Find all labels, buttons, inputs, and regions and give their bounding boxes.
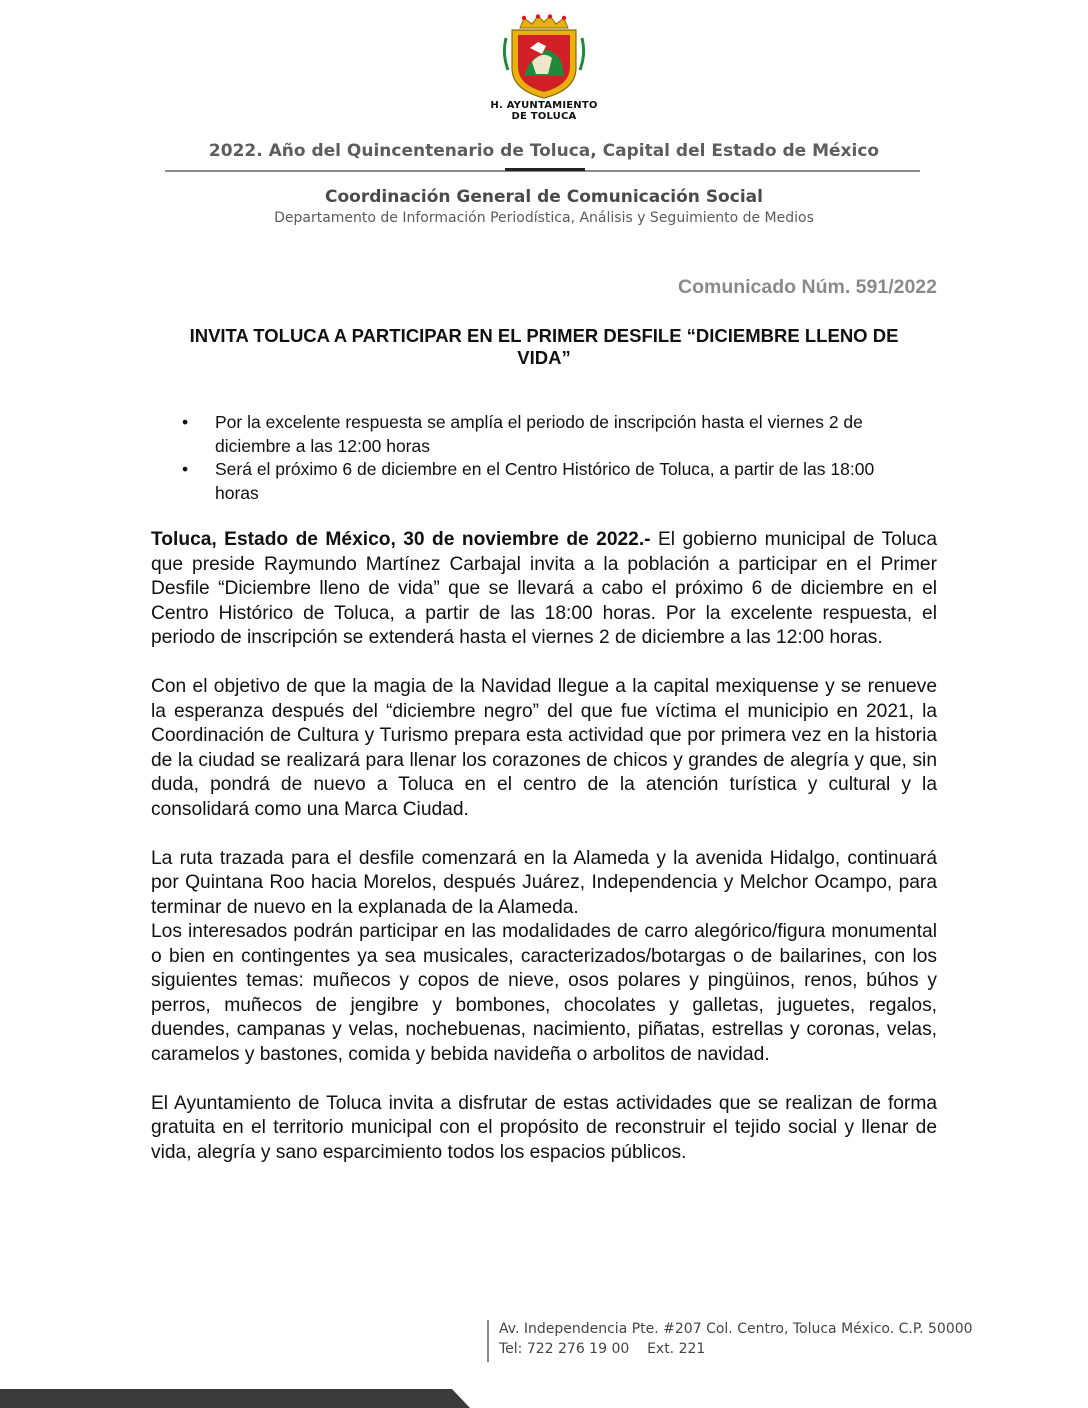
year-motto: 2022. Año del Quincentenario de Toluca, Capital del Estado de México [208, 141, 880, 161]
coordination-name: Coordinación General de Comunicación Social [325, 187, 763, 207]
paragraph-5: El Ayuntamiento de Toluca invita a disfrutar de estas actividades que se realizan de forma gratuita en el territorio municipal con el propósito de reconstruir el tejido social y llenar de vida, alegría y sano esparcimiento todos los espacios públicos. [151, 1092, 937, 1163]
communique-number: Comunicado Núm. 591/2022 [677, 276, 937, 298]
paragraph-3: La ruta trazada para el desfile comenzará en la Alameda y la avenida Hidalgo, continuará por Quintana Roo hacia Morelos, después Juárez, Independencia y Melchor Ocampo, para terminar de nuevo en la explanada de la Alameda. [151, 847, 937, 918]
paragraph-2: Con el objetivo de que la magia de la Navidad llegue a la capital mexiquense y se renueve la esperanza después del “diciembre negro” del que fue víctima el municipio en 2021, la Coordinación de Cultura y Turismo prepara esta actividad que por primera vez en la historia de la ciudad se realizará para llenar los corazones de chicos y grandes de alegría y que, sin duda, pondrá de nuevo a Toluca en el centro de la atención turística y cultural y la consolidará como una Marca Ciudad. [151, 676, 937, 820]
bullet-icon: • [182, 459, 189, 479]
press-release-body [151, 528, 937, 1165]
paragraph-1-text: El gobierno municipal de Toluca que preside Raymundo Martínez Carbajal invita a la población a participar en el Primer Desfile “Diciembre lleno de vida” que se llevará a cabo el próximo 6 de diciembre en el Centro Histórico de Toluca, a partir de las 18:00 horas. Por la excelente respuesta, el periodo de inscripción se extenderá hasta el viernes 2 de diciembre a las 12:00 horas. [151, 529, 938, 648]
footer-band [0, 1389, 470, 1408]
highlights-list [180, 411, 920, 505]
logo-line-2: DE TOLUCA [511, 111, 577, 122]
municipal-logo [0, 14, 1088, 122]
footer-phone: Tel: 722 276 19 00 Ext. 221 [499, 1341, 706, 1357]
logo-caption [0, 100, 1088, 122]
bullet-icon: • [182, 412, 189, 432]
paragraph-1 [151, 528, 937, 651]
paragraph-4: Los interesados podrán participar en las modalidades de carro alegórico/figura monumental o bien en contingentes ya sea musicales, caracterizados/botargas o de bailarines, con los siguientes temas: muñecos y copos de nieve, osos polares y pingüinos, renos, búhos y perros, muñecos de jengibre y bombones, chocolates y galletas, juguetes, regalos, duendes, campanas y velas, nochebuenas, nacimiento, piñatas, estrellas y coronas, velas, caramelos y bastones, comida y bebida navideña o arbolitos de navidad. [151, 921, 937, 1065]
footer-divider [487, 1320, 489, 1362]
list-item [180, 411, 920, 458]
press-release-title: INVITA TOLUCA A PARTICIPAR EN EL PRIMER DESFILE “DICIEMBRE LLENO DE VIDA” [189, 325, 899, 368]
logo-line-1: H. AYUNTAMIENTO [490, 100, 598, 111]
header-divider-accent [505, 168, 585, 171]
bullet-text: Será el próximo 6 de diciembre en el Centro Histórico de Toluca, a partir de las 18:00 horas [215, 459, 875, 503]
coat-of-arms-icon [502, 14, 586, 100]
bullet-text: Por la excelente respuesta se amplía el periodo de inscripción hasta el viernes 2 de diciembre a las 12:00 horas [215, 412, 863, 456]
list-item [180, 458, 920, 505]
footer-address: Av. Independencia Pte. #207 Col. Centro, Toluca México. C.P. 50000 [499, 1321, 973, 1337]
dateline: Toluca, Estado de México, 30 de noviembre de 2022.- [151, 529, 651, 550]
department-name: Departamento de Información Periodística, Análisis y Seguimiento de Medios [274, 210, 814, 226]
